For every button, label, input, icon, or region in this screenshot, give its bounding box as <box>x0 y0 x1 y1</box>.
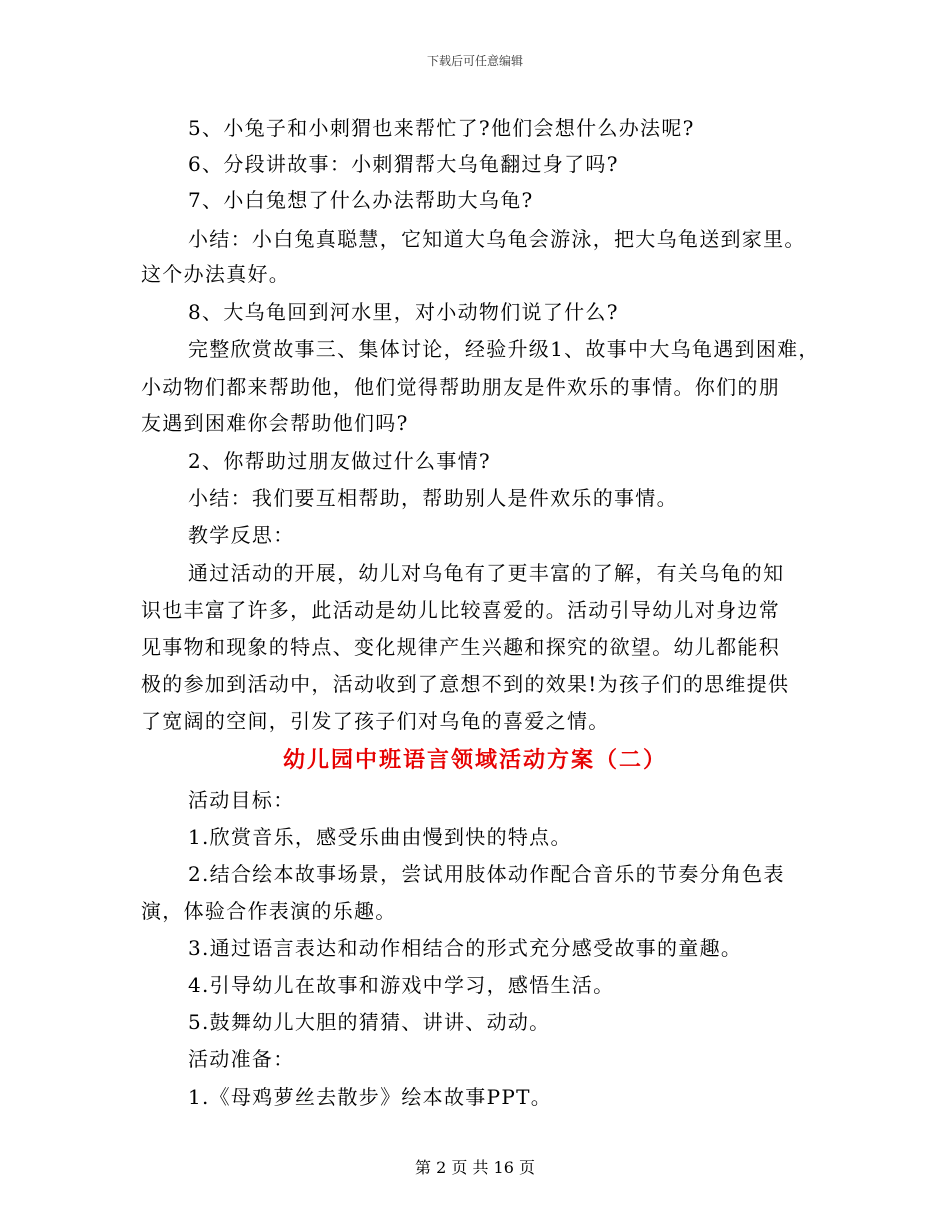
page-header: 下载后可任意编辑 <box>426 54 523 68</box>
body-line: 通过活动的开展，幼儿对乌龟有了更丰富的了解，有关乌龟的知 <box>188 561 785 585</box>
body-line: 1.《母鸡萝丝去散步》绘本故事PPT。 <box>188 1085 553 1109</box>
body-line: 2、你帮助过朋友做过什么事情? <box>188 449 491 473</box>
body-line: 2.结合绘本故事场景，尝试用肢体动作配合音乐的节奏分角色表 <box>188 862 785 886</box>
body-line: 6、分段讲故事：小刺猬帮大乌龟翻过身了吗? <box>188 152 619 176</box>
body-line: 完整欣赏故事三、集体讨论，经验升级1、故事中大乌龟遇到困难， <box>188 337 820 361</box>
body-line: 5.鼓舞幼儿大胆的猜猜、讲讲、动动。 <box>188 1010 551 1034</box>
body-line: 5、小兔子和小刺猬也来帮忙了?他们会想什么办法呢? <box>188 116 695 140</box>
body-line: 见事物和现象的特点、变化规律产生兴趣和探究的欲望。幼儿都能积 <box>141 635 780 659</box>
body-line: 8、大乌龟回到河水里，对小动物们说了什么? <box>188 300 619 324</box>
body-line: 活动目标： <box>188 788 295 812</box>
body-line: 3.通过语言表达和动作相结合的形式充分感受故事的童趣。 <box>188 936 743 960</box>
body-line: 活动准备： <box>188 1047 295 1071</box>
body-line: 4.引导幼儿在故事和游戏中学习，感悟生活。 <box>188 973 615 997</box>
body-line: 7、小白兔想了什么办法帮助大乌龟? <box>188 188 534 212</box>
body-line: 识也丰富了许多，此活动是幼儿比较喜爱的。活动引导幼儿对身边常 <box>141 598 780 622</box>
body-line: 演，体验合作表演的乐趣。 <box>141 899 397 923</box>
body-line: 友遇到困难你会帮助他们吗? <box>141 411 409 435</box>
body-line: 小结：小白兔真聪慧，它知道大乌龟会游泳，把大乌龟送到家里。 <box>188 227 806 251</box>
body-line: 小动物们都来帮助他，他们觉得帮助朋友是件欢乐的事情。你们的朋 <box>141 375 780 399</box>
body-line: 这个办法真好。 <box>141 262 291 286</box>
body-line: 极的参加到活动中，活动收到了意想不到的效果!为孩子们的思维提供 <box>141 672 790 696</box>
body-line: 教学反思： <box>188 523 295 547</box>
section-title: 幼儿园中班语言领域活动方案（二） <box>282 747 667 773</box>
page-footer: 第 2 页 共 16 页 <box>415 1158 535 1177</box>
body-line: 1.欣赏音乐，感受乐曲由慢到快的特点。 <box>188 825 572 849</box>
body-line: 小结：我们要互相帮助，帮助别人是件欢乐的事情。 <box>188 486 678 510</box>
body-line: 了宽阔的空间，引发了孩子们对乌龟的喜爱之情。 <box>141 709 610 733</box>
